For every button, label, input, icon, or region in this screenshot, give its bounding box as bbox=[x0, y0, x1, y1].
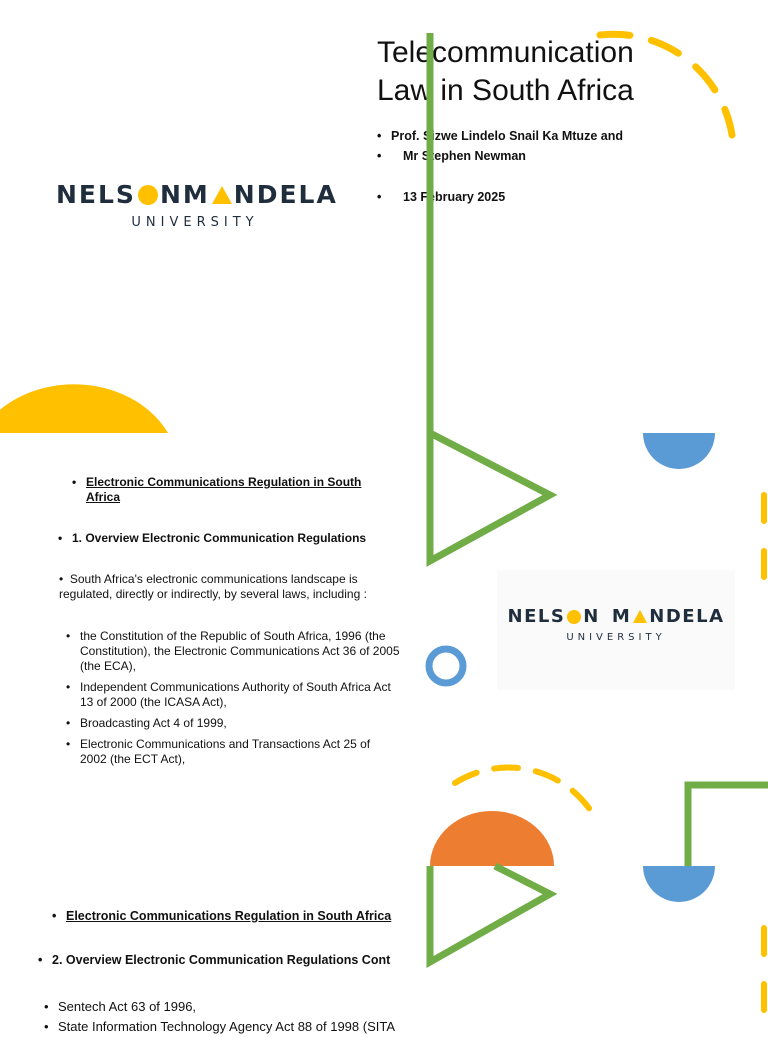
blue-half-circle-decoration bbox=[643, 433, 715, 469]
list-item: • the Constitution of the Republic of South Africa, 1996 (the Constitution), the Electronic Communications Act 36 of 2005 (the ECA), bbox=[66, 629, 400, 674]
list-item: • State Information Technology Agency Act 88 of 1998 (SITA bbox=[44, 1017, 395, 1037]
title-line-2: Law in South Africa bbox=[377, 74, 634, 107]
slide-title bbox=[0, 0, 768, 433]
author-list bbox=[377, 126, 623, 166]
university-logo: NELS N M NDELA UNIVERSITY bbox=[56, 180, 338, 230]
orange-half-circle-decoration bbox=[430, 811, 554, 866]
slide-overview-1 bbox=[0, 433, 768, 866]
slide2-heading-list bbox=[72, 475, 392, 505]
law-list bbox=[66, 629, 400, 773]
intro-paragraph: • South Africa's electronic communications landscape is regulated, directly or indirectly, by several laws, including : bbox=[59, 572, 367, 601]
green-bracket-decoration bbox=[688, 785, 768, 866]
slide2-subheading-list bbox=[58, 531, 398, 546]
list-item: • Independent Communications Authority of South Africa Act 13 of 2000 (the ICASA Act), bbox=[66, 680, 400, 710]
triangle-icon bbox=[632, 609, 648, 624]
logo-subtitle: UNIVERSITY bbox=[131, 215, 259, 230]
date-item: • 13 February 2025 bbox=[377, 187, 505, 207]
half-circle-decoration bbox=[0, 345, 170, 433]
section-subheading: 2. Overview Electronic Communication Regulations Cont bbox=[52, 953, 391, 967]
author-item: • Mr Stephen Newman bbox=[377, 146, 623, 166]
list-item: • Broadcasting Act 4 of 1999, bbox=[66, 716, 400, 731]
slide3-law-list bbox=[44, 997, 395, 1037]
triangle-icon bbox=[211, 185, 233, 205]
list-item: • Sentech Act 63 of 1996, bbox=[44, 997, 395, 1017]
title-line-1: Telecommunication bbox=[377, 36, 634, 69]
page-title bbox=[377, 34, 634, 110]
slide-overview-2 bbox=[0, 866, 768, 1034]
slide3-heading-list bbox=[52, 908, 391, 924]
university-logo: NELS N M NDELA UNIVERSITY bbox=[497, 570, 735, 690]
slide3-subheading-list bbox=[38, 952, 390, 968]
date-list bbox=[377, 187, 505, 207]
sun-icon bbox=[566, 609, 582, 625]
author-item: • Prof. Sizwe Lindelo Snail Ka Mtuze and bbox=[377, 126, 623, 146]
logo-subtitle: UNIVERSITY bbox=[566, 632, 666, 643]
section-heading: Electronic Communications Regulation in South Africa bbox=[86, 475, 362, 504]
blue-half-circle-decoration bbox=[643, 866, 715, 902]
list-item: • Electronic Communications and Transactions Act 25 of 2002 (the ECT Act), bbox=[66, 737, 400, 767]
sun-icon bbox=[137, 184, 159, 206]
section-heading: Electronic Communications Regulation in South Africa bbox=[66, 909, 392, 923]
blue-ring-decoration bbox=[429, 649, 463, 683]
green-triangle-decoration bbox=[430, 866, 550, 962]
section-subheading: 1. Overview Electronic Communication Regulations bbox=[72, 531, 367, 545]
